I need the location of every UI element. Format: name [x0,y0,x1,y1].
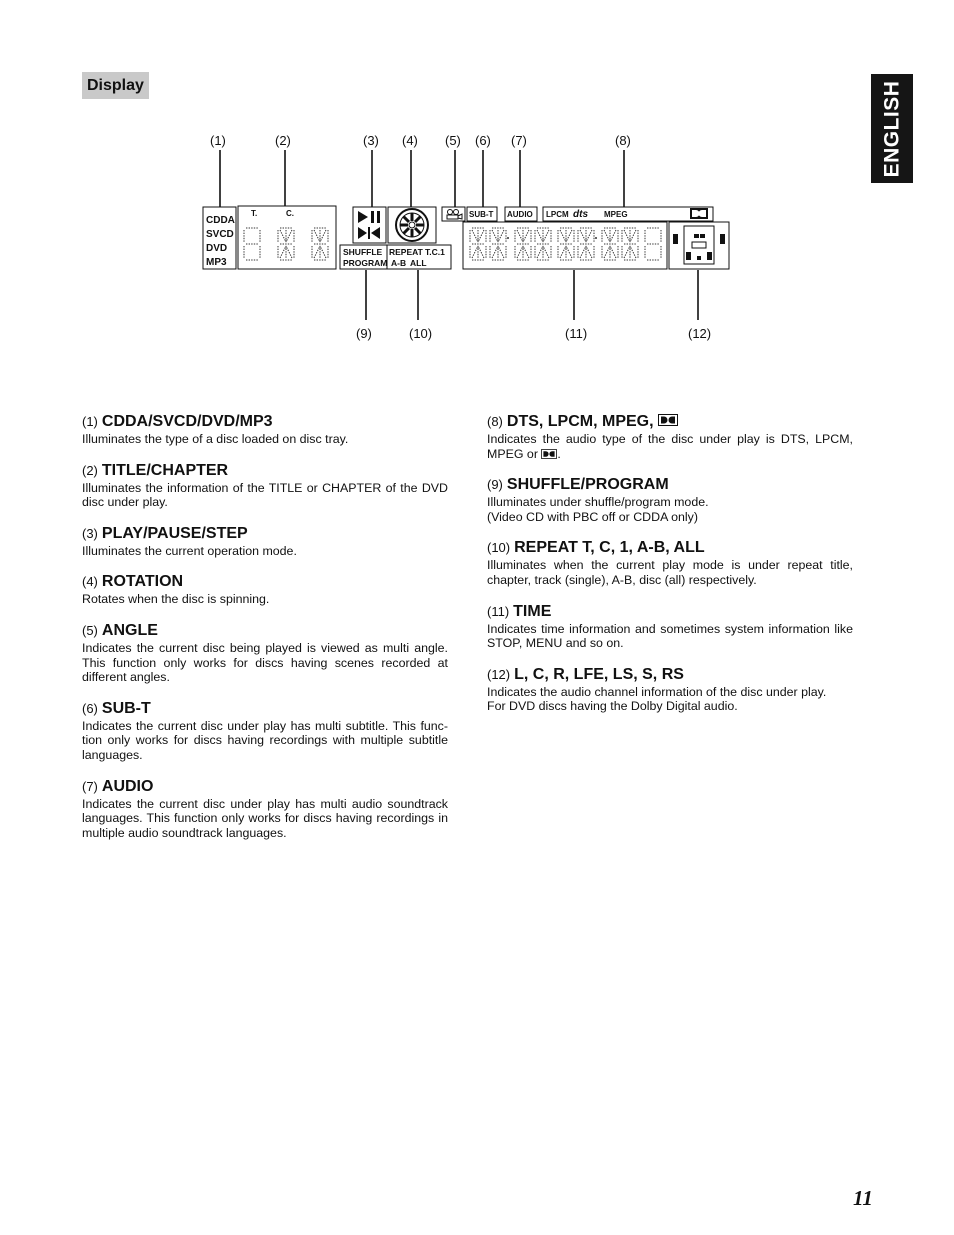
item-title: AUDIO [101,777,154,795]
item-number: (12) [487,666,511,682]
callout-4: (4) [402,133,418,148]
mpeg-label: MPEG [604,210,628,219]
audio-format-indicator [543,207,713,221]
item-body: Illuminates the current operation mode. [82,543,297,558]
callout-5: (5) [445,133,461,148]
item-title: REPEAT T, C, 1, A-B, ALL [514,539,705,557]
callout-6: (6) [475,133,491,148]
descriptions-right [487,412,853,728]
repeat-label: REPEAT [389,247,423,257]
item-number: (1) [82,414,98,429]
item-title: CDDA/SVCD/DVD/MP3 [101,413,273,430]
dolby-icon [541,449,557,459]
callout-12: (12) [688,326,712,341]
play-pause-indicator [353,207,386,243]
callout-2: (2) [275,133,291,148]
subt-label: SUB-T [469,210,494,219]
callout-3: (3) [363,133,379,148]
item-title: ROTATION [101,573,184,591]
item-number: (5) [82,622,98,638]
callout-8: (8) [615,133,631,148]
item-body [487,685,853,714]
item-body: Illuminates when the current play mode is under repeat title, chapter, track (single), A-B, disc (all) respectively. [487,558,853,587]
disc-type-dvd: DVD [206,243,228,254]
item-7 [82,777,448,841]
disc-type-cdda: CDDA [206,215,235,226]
descriptions-left [82,412,448,854]
item-5 [82,621,448,685]
program-label: PROGRAM [343,258,388,268]
disc-type-mp3: MP3 [206,257,227,268]
item-9 [487,475,853,524]
item-body: Illuminates the information of the TITLE or CHAPTER of the DVD disc under play. [82,480,448,510]
item-body: Indicates the current disc under play has multi audio soundtrack languages. This function only works for discs having recordings in multiple audio soundtrack languages. [82,796,448,840]
item-number: (4) [82,574,98,590]
angle-indicator [442,207,465,221]
item-body [487,432,853,461]
item-12 [487,665,853,714]
shuffle-label: SHUFFLE [343,247,383,257]
item-4 [82,572,448,607]
item-body: Illuminates the type of a disc loaded on disc tray. [82,432,349,446]
callout-1: (1) [210,133,226,148]
item-10 [487,538,853,587]
time-display [463,222,667,269]
lpcm-label: LPCM [546,210,569,219]
item-body: Indicates the current disc being played is viewed as multi angle. This function only works for discs having scenes recorded at different angles. [82,640,448,685]
item-1 [82,412,448,447]
dts-label: dts [573,209,588,220]
shuffle-program-indicator [340,245,387,269]
item-body-line: (Video CD with PBC off or CDDA only) [487,509,698,524]
item-title: SHUFFLE/PROGRAM [506,476,669,494]
repeat-all-label: ALL [410,258,427,268]
item-number: (9) [487,477,503,493]
page-number: 11 [853,1186,873,1210]
item-title: L, C, R, LFE, LS, S, RS [514,665,684,683]
item-body-line: Illuminates under shuffle/program mode. [487,495,709,510]
item-6 [82,699,448,763]
item-number: (10) [487,540,511,556]
section-heading: Display [82,72,149,99]
callout-10: (10) [409,326,433,341]
channel-display [669,222,729,269]
callout-11: (11) [565,326,588,341]
item-2 [82,461,448,510]
repeat-indicator [387,245,451,269]
subt-indicator [467,207,497,221]
item-body-line: For DVD discs having the Dolby Digital audio. [487,699,738,714]
callout-9: (9) [356,326,372,341]
item-title: PLAY/PAUSE/STEP [101,524,248,542]
item-number: (3) [82,525,98,541]
item-8 [487,412,853,461]
repeat-ab-label: A-B [391,258,407,268]
language-tab-label: ENGLISH [880,80,903,177]
repeat-tc1-label: T.C.1 [425,247,445,257]
dolby-icon [658,414,678,426]
item-number: (11) [487,603,510,619]
disc-type-svcd: SVCD [206,229,234,240]
chapter-label: C. [286,209,294,218]
item-body-end: . [557,446,561,461]
item-title: TITLE/CHAPTER [101,461,229,479]
item-body: Rotates when the disc is spinning. [82,592,270,607]
disc-type-indicator [203,207,236,269]
item-title: TIME [513,602,552,620]
item-number: (6) [82,700,98,716]
item-number: (2) [82,462,98,478]
item-title: SUB-T [101,699,151,717]
dolby-icon [690,208,708,219]
item-body: Indicates time information and sometimes system information like STOP, MENU and so on. [487,621,853,651]
item-body-start: Indicates the audio type of the disc under play is DTS, LPCM, MPEG or [487,432,853,461]
title-chapter-indicator [238,206,336,269]
item-number: (8) [487,414,503,429]
title-label: T. [251,209,258,218]
item-body: Indicates the current disc under play has multi subtitle. This func-tion only works for discs having recordings with multiple subtitle languages. [82,718,448,762]
item-11 [487,602,853,651]
display-diagram [0,0,954,400]
item-title: ANGLE [101,621,158,639]
item-body [487,495,853,524]
audio-label: AUDIO [507,210,533,219]
rotation-indicator [388,207,436,243]
audio-indicator [505,207,537,221]
item-body-line: Indicates the audio channel information of the disc under play. [487,684,827,699]
item-number: (7) [82,778,98,794]
item-title: DTS, LPCM, MPEG, [506,413,654,430]
callout-7: (7) [511,133,527,148]
item-3 [82,524,448,559]
